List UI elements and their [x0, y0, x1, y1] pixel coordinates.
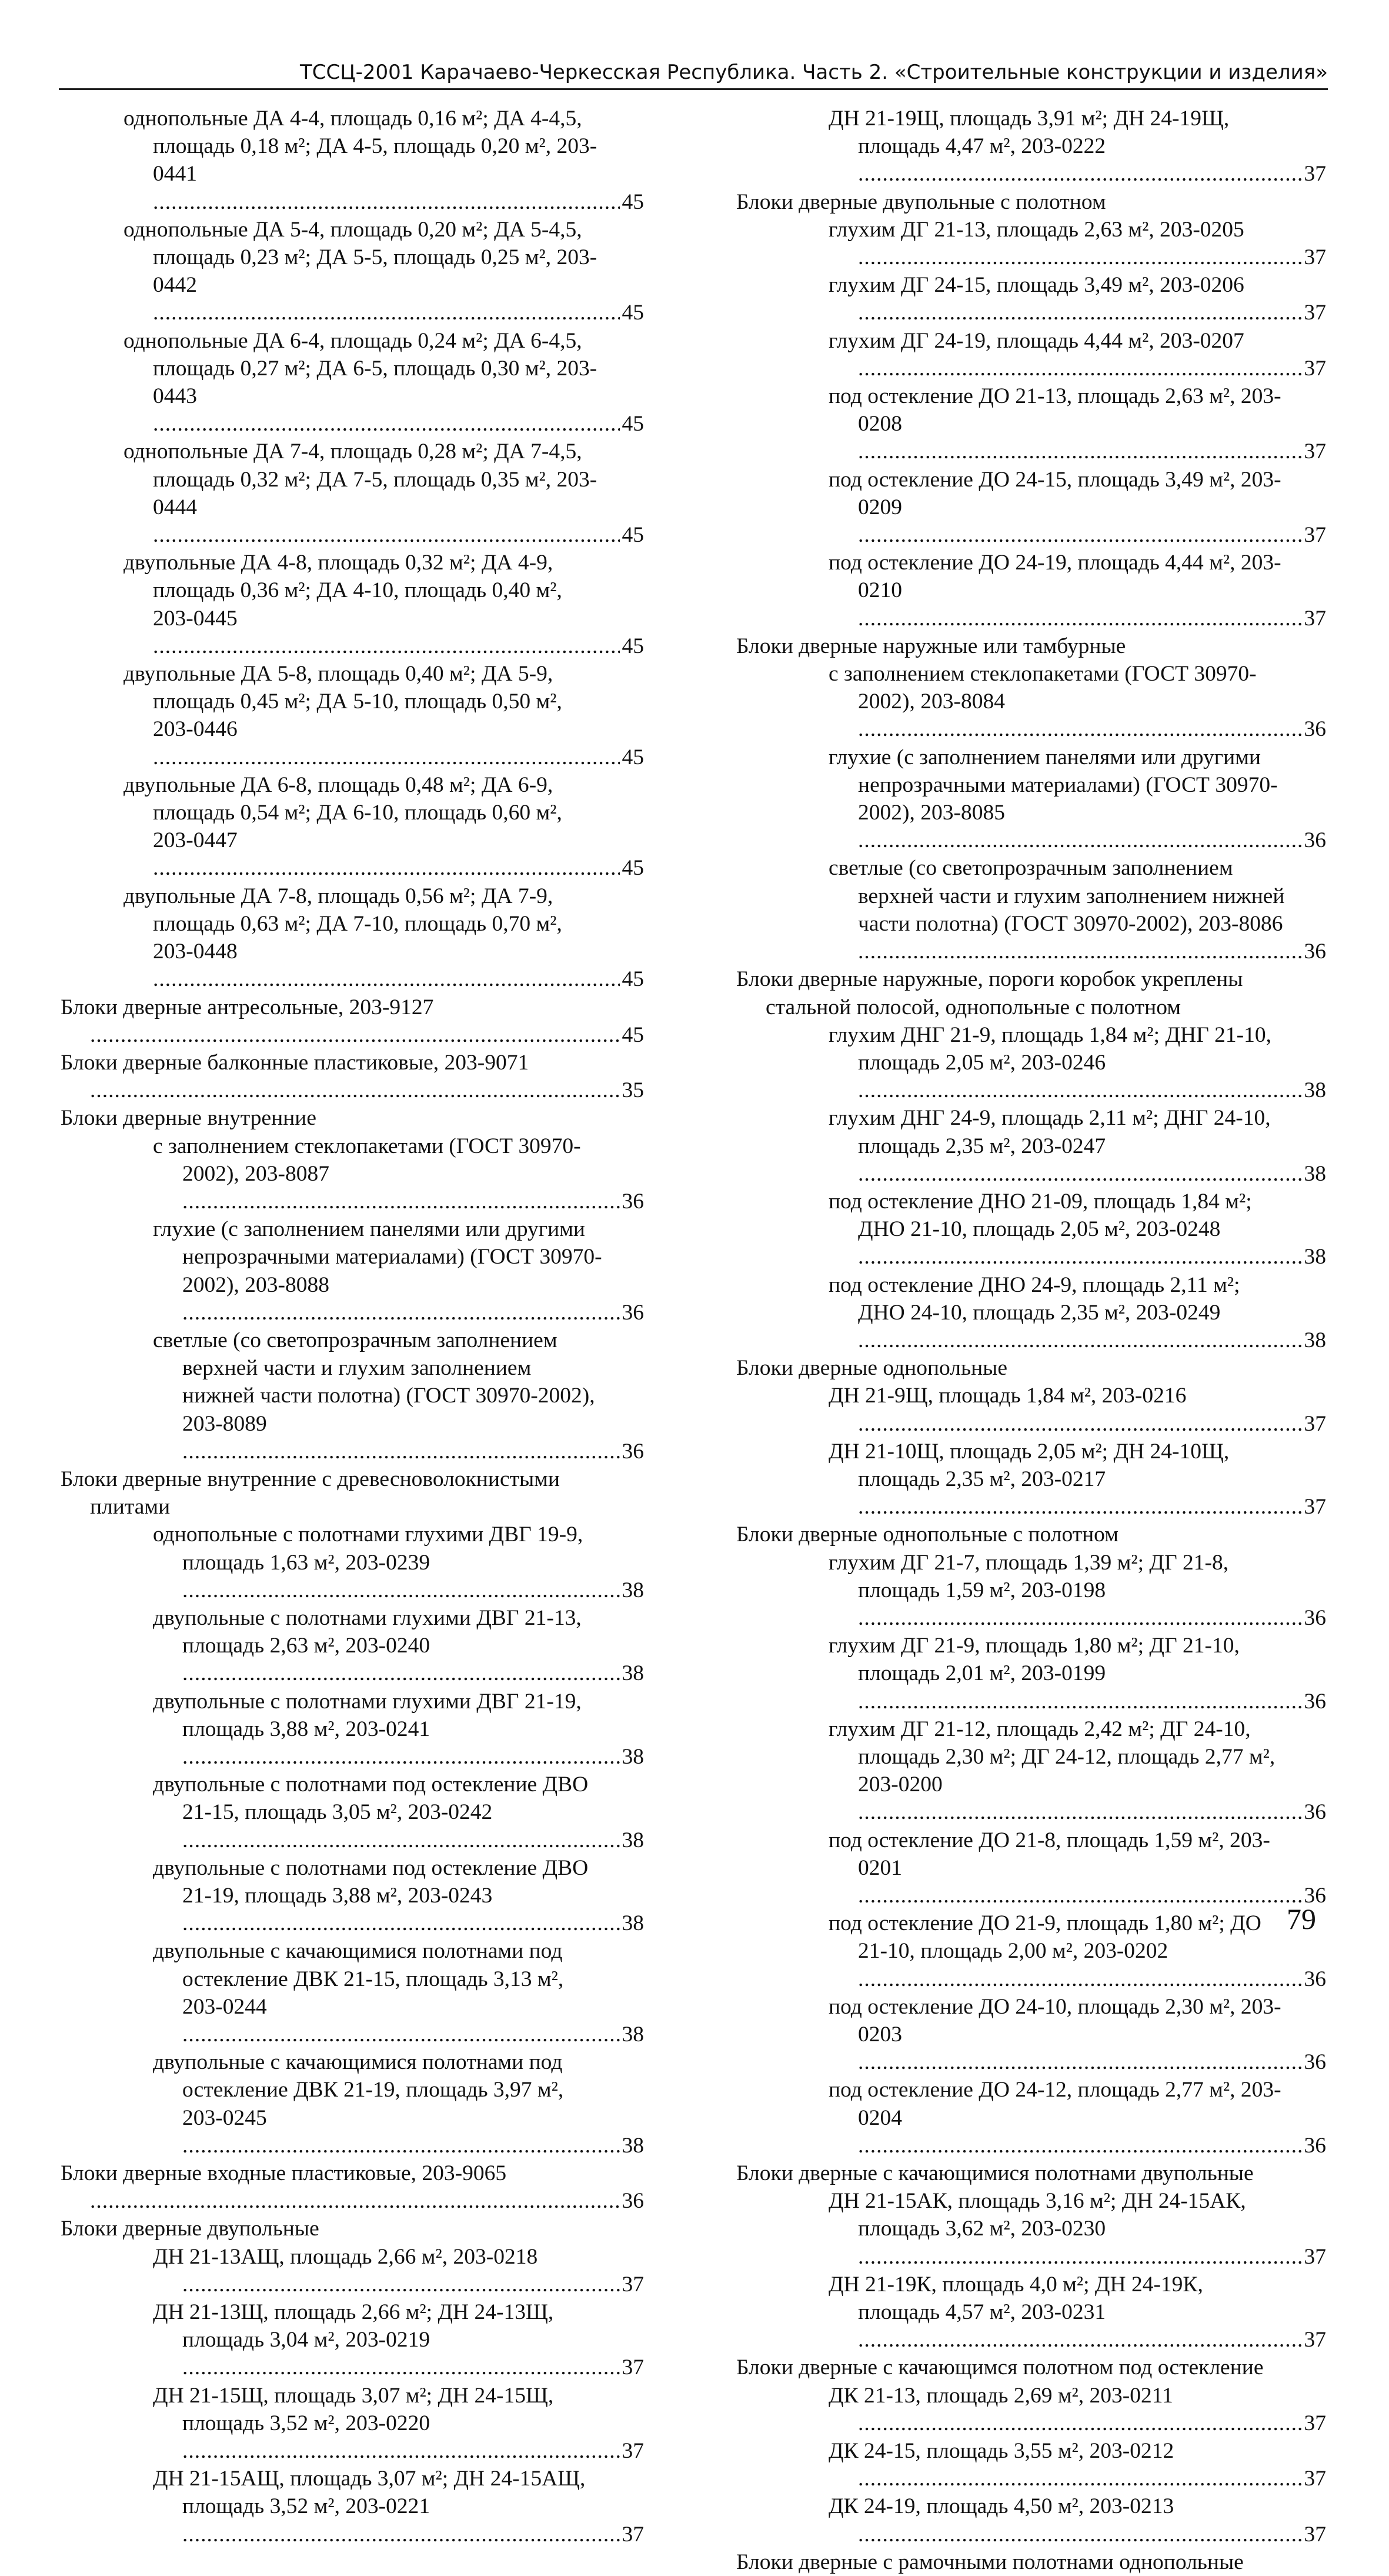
page-ref: 37: [620, 2437, 645, 2465]
index-entry: глухим ДГ 24-19, площадь 4,44 м², 203-0207 ..... 37: [736, 327, 1326, 382]
index-heading: Блоки дверные внутренние: [61, 1106, 317, 1131]
index-heading: Блоки дверные с качающимся полотном под остекление: [736, 2355, 1264, 2380]
index-entry: двупольные с полотнами глухими ДВГ 21-13, площадь 2,63 м², 203-0240 ..... 38: [61, 1604, 644, 1688]
page-ref: 38: [620, 1659, 645, 1687]
page-ref: 45: [620, 744, 645, 771]
page-ref: 45: [620, 410, 645, 438]
index-entry: двупольные ДА 5-8, площадь 0,40 м²; ДА 5-9, площадь 0,45 м²; ДА 5-10, площадь 0,50 м², 203-0446 ..... 45: [61, 660, 644, 771]
index-entry: под остекление ДО 24-10, площадь 2,30 м², 203-0203 ..... 36: [736, 1993, 1326, 2077]
page-ref: 45: [620, 1021, 645, 1049]
index-entry: ДН 21-15Щ, площадь 3,07 м²; ДН 24-15Щ, площадь 3,52 м², 203-0220 ..... 37: [61, 2382, 644, 2465]
index-entry: под остекление ДНО 24-9, площадь 2,11 м²; ДНО 24-10, площадь 2,35 м², 203-0249 ..... 38: [736, 1271, 1326, 1355]
page-ref: 37: [1302, 521, 1327, 549]
index-entry: ДН 21-15АЩ, площадь 3,07 м²; ДН 24-15АЩ, площадь 3,52 м², 203-0221 ..... 37: [61, 2465, 644, 2548]
index-heading: Блоки дверные антресольные, 203-9127 ..... 45: [61, 994, 644, 1049]
page-ref: 37: [1302, 2521, 1327, 2548]
index-heading: Блоки дверные входные пластиковые, 203-9065 ..... 36: [61, 2160, 644, 2215]
index-entry: однопольные ДА 6-4, площадь 0,24 м²; ДА 6-4,5, площадь 0,27 м²; ДА 6-5, площадь 0,30 м², 203-0443 ..... 45: [61, 327, 644, 438]
index-entry: ДК 21-13, площадь 2,69 м², 203-0211 ..... 37: [736, 2382, 1326, 2437]
page-ref: 38: [620, 2021, 645, 2048]
index-heading: Блоки дверные с рамочными полотнами однопольные: [736, 2550, 1244, 2574]
index-entry: ДН 21-15АК, площадь 3,16 м²; ДН 24-15АК, площадь 3,62 м², 203-0230 ..... 37: [736, 2187, 1326, 2271]
page-ref: 36: [1302, 1798, 1327, 1826]
page-ref: 37: [1302, 1410, 1327, 1438]
index-entry: глухим ДГ 21-12, площадь 2,42 м²; ДГ 24-10, площадь 2,30 м²; ДГ 24-12, площадь 2,77 м², 203-0200 ..... 36: [736, 1715, 1326, 1827]
index-entry: однопольные ДА 7-4, площадь 0,28 м²; ДА 7-4,5, площадь 0,32 м²; ДА 7-5, площадь 0,35 м², 203-0444 ..... 45: [61, 438, 644, 549]
index-entry: ДН 21-13АЩ, площадь 2,66 м², 203-0218 ..... 37: [61, 2243, 644, 2298]
index-entry: двупольные с полотнами под остекление ДВО 21-15, площадь 3,05 м², 203-0242 ..... 38: [61, 1771, 644, 1854]
index-entry: с заполнением стеклопакетами (ГОСТ 30970-2002), 203-8084 ..... 36: [736, 660, 1326, 744]
index-entry: ДН 21-9Щ, площадь 1,84 м², 203-0216 ..... 37: [736, 1382, 1326, 1437]
page-ref: 37: [1302, 355, 1327, 382]
page-ref: 37: [1302, 438, 1327, 465]
index-entry: двупольные ДА 6-8, площадь 0,48 м²; ДА 6-9, площадь 0,54 м²; ДА 6-10, площадь 0,60 м², 203-0447 ..... 45: [61, 771, 644, 882]
running-header: ТССЦ-2001 Карачаево-Черкесская Республика. Часть 2. «Строительные конструкции и изделия»: [59, 59, 1328, 90]
page-ref: 36: [1302, 2132, 1327, 2160]
page-ref: 37: [1302, 2326, 1327, 2354]
index-entry: ДН 21-19Щ, площадь 3,91 м²; ДН 24-19Щ, площадь 4,47 м², 203-0222 ..... 37: [736, 105, 1326, 188]
page-ref: 36: [620, 1188, 645, 1215]
index-entry: под остекление ДО 24-15, площадь 3,49 м², 203-0209 ..... 37: [736, 466, 1326, 549]
page-ref: 37: [620, 2354, 645, 2381]
page-ref: 37: [620, 2271, 645, 2298]
index-entry: под остекление ДО 24-12, площадь 2,77 м², 203-0204 ..... 36: [736, 2076, 1326, 2160]
index-entry: ДК 24-19, площадь 4,50 м², 203-0213 ..... 37: [736, 2492, 1326, 2548]
page-ref: 37: [1302, 605, 1327, 632]
index-heading: Блоки дверные с качающимися полотнами двупольные: [736, 2161, 1254, 2186]
index-entry: двупольные с полотнами глухими ДВГ 21-19, площадь 3,88 м², 203-0241 ..... 38: [61, 1688, 644, 1771]
index-heading: Блоки дверные наружные, пороги коробок укреплены стальной полосой, однопольные с полотном: [736, 967, 1243, 1019]
index-entry: светлые (со светопрозрачным заполнением верхней части и глухим заполнением нижней части полотна) (ГОСТ 30970-2002), 203-8086 ..... 36: [736, 854, 1326, 965]
index-entry: двупольные ДА 7-8, площадь 0,56 м²; ДА 7-9, площадь 0,63 м²; ДА 7-10, площадь 0,70 м², 203-0448 ..... 45: [61, 882, 644, 994]
index-entry: ДН 21-10Щ, площадь 2,05 м²; ДН 24-10Щ, площадь 2,35 м², 203-0217 ..... 37: [736, 1438, 1326, 1521]
page-ref: 36: [620, 1299, 645, 1327]
index-entry: глухим ДГ 21-7, площадь 1,39 м²; ДГ 21-8, площадь 1,59 м², 203-0198 ..... 36: [736, 1549, 1326, 1632]
page-number: 79: [1287, 1902, 1316, 1935]
index-heading: Блоки дверные балконные пластиковые, 203-9071 ..... 35: [61, 1049, 644, 1104]
index-entry: однопольные с полотнами глухими ДВГ 19-9, площадь 1,63 м², 203-0239 ..... 38: [61, 1521, 644, 1604]
page-ref: 45: [620, 632, 645, 660]
page-ref: 36: [1302, 715, 1327, 743]
page-ref: 37: [1302, 2243, 1327, 2271]
page-ref: 36: [1302, 1604, 1327, 1632]
index-entry: глухим ДГ 21-9, площадь 1,80 м²; ДГ 21-10, площадь 2,01 м², 203-0199 ..... 36: [736, 1632, 1326, 1715]
index-heading: Блоки дверные двупольные: [61, 2217, 319, 2241]
index-column-left: [61, 105, 644, 2548]
page-ref: 38: [1302, 1077, 1327, 1104]
page-ref: 38: [620, 1577, 645, 1604]
page-ref: 37: [1302, 1493, 1327, 1521]
page-ref: 37: [620, 2521, 645, 2548]
index-entry: с заполнением стеклопакетами (ГОСТ 30970-2002), 203-8087 ..... 36: [61, 1132, 644, 1216]
page-ref: 37: [1302, 244, 1327, 271]
index-entry: глухим ДГ 21-13, площадь 2,63 м², 203-0205 ..... 37: [736, 216, 1326, 271]
index-entry: под остекление ДО 24-19, площадь 4,44 м², 203-0210 ..... 37: [736, 549, 1326, 632]
page-ref: 37: [1302, 299, 1327, 326]
index-heading: Блоки дверные двупольные с полотном: [736, 189, 1106, 214]
index-column-right: [736, 105, 1326, 2576]
index-entry: однопольные ДА 4-4, площадь 0,16 м²; ДА 4-4,5, площадь 0,18 м²; ДА 4-5, площадь 0,20 м², 203-0441 ..... 45: [61, 105, 644, 216]
page-ref: 45: [620, 965, 645, 993]
page-ref: 38: [1302, 1160, 1327, 1188]
page-ref: 38: [620, 2132, 645, 2160]
page-ref: 37: [1302, 2410, 1327, 2437]
index-entry: однопольные ДА 5-4, площадь 0,20 м²; ДА 5-4,5, площадь 0,23 м²; ДА 5-5, площадь 0,25 м², 203-0442 ..... 45: [61, 216, 644, 327]
index-entry: глухим ДНГ 24-9, площадь 2,11 м²; ДНГ 24-10, площадь 2,35 м², 203-0247 ..... 38: [736, 1104, 1326, 1188]
index-entry: ДН 21-13Щ, площадь 2,66 м²; ДН 24-13Щ, площадь 3,04 м², 203-0219 ..... 37: [61, 2298, 644, 2382]
index-entry: ДН 21-19К, площадь 4,0 м²; ДН 24-19К, площадь 4,57 м², 203-0231 ..... 37: [736, 2271, 1326, 2354]
index-entry: двупольные с качающимися полотнами под остекление ДВК 21-15, площадь 3,13 м², 203-0244 ..... 38: [61, 1937, 644, 2048]
page-ref: 35: [620, 1077, 645, 1104]
page-ref: 38: [620, 1743, 645, 1771]
page-ref: 36: [1302, 1688, 1327, 1715]
index-entry: глухие (с заполнением панелями или другими непрозрачными материалами) (ГОСТ 30970-2002), 203-8085 ..... 36: [736, 744, 1326, 855]
page-ref: 36: [620, 1438, 645, 1465]
index-heading: Блоки дверные однопольные: [736, 1356, 1008, 1381]
page-ref: 36: [620, 2187, 645, 2215]
page-ref: 38: [620, 1909, 645, 1937]
index-heading: Блоки дверные однопольные с полотном: [736, 1522, 1118, 1547]
page-ref: 38: [620, 1827, 645, 1854]
page-ref: 45: [620, 188, 645, 216]
page-ref: 36: [1302, 827, 1327, 854]
index-entry: под остекление ДО 21-13, площадь 2,63 м², 203-0208 ..... 37: [736, 382, 1326, 466]
index-entry: под остекление ДО 21-8, площадь 1,59 м², 203-0201 ..... 36: [736, 1827, 1326, 1910]
page-ref: 36: [1302, 2048, 1327, 2076]
page-ref: 45: [620, 854, 645, 882]
page-ref: 38: [1302, 1243, 1327, 1271]
index-entry: глухие (с заполнением панелями или другими непрозрачными материалами) (ГОСТ 30970-2002), 203-8088 ..... 36: [61, 1215, 644, 1327]
index-entry: глухим ДНГ 21-9, площадь 1,84 м²; ДНГ 21-10, площадь 2,05 м², 203-0246 ..... 38: [736, 1021, 1326, 1105]
index-entry: глухим ДГ 24-15, площадь 3,49 м², 203-0206 ..... 37: [736, 271, 1326, 326]
page-ref: 37: [1302, 2465, 1327, 2492]
page-ref: 36: [1302, 1965, 1327, 1993]
index-entry: двупольные с полотнами под остекление ДВО 21-19, площадь 3,88 м², 203-0243 ..... 38: [61, 1854, 644, 1938]
index-heading: Блоки дверные внутренние с древесноволокнистыми плитами: [61, 1467, 560, 1519]
page-ref: 38: [1302, 1327, 1327, 1354]
page-ref: 45: [620, 299, 645, 326]
index-entry: светлые (со светопрозрачным заполнением верхней части и глухим заполнением нижней части полотна) (ГОСТ 30970-2002), 203-8089 ..... 36: [61, 1327, 644, 1465]
index-entry: ДК 24-15, площадь 3,55 м², 203-0212 ..... 37: [736, 2437, 1326, 2492]
index-entry: двупольные ДА 4-8, площадь 0,32 м²; ДА 4-9, площадь 0,36 м²; ДА 4-10, площадь 0,40 м², 203-0445 ..... 45: [61, 549, 644, 660]
index-entry: под остекление ДНО 21-09, площадь 1,84 м²; ДНО 21-10, площадь 2,05 м², 203-0248 ..... 38: [736, 1188, 1326, 1271]
page-ref: 45: [620, 521, 645, 549]
page-ref: 36: [1302, 938, 1327, 965]
index-heading: Блоки дверные наружные или тамбурные: [736, 634, 1126, 658]
page-ref: 36: [1302, 1882, 1327, 1909]
index-entry: двупольные с качающимися полотнами под остекление ДВК 21-19, площадь 3,97 м², 203-0245 ..... 38: [61, 2048, 644, 2160]
index-entry: под остекление ДО 21-9, площадь 1,80 м²; ДО 21-10, площадь 2,00 м², 203-0202 ..... 36: [736, 1909, 1326, 1993]
page-ref: 37: [1302, 160, 1327, 188]
